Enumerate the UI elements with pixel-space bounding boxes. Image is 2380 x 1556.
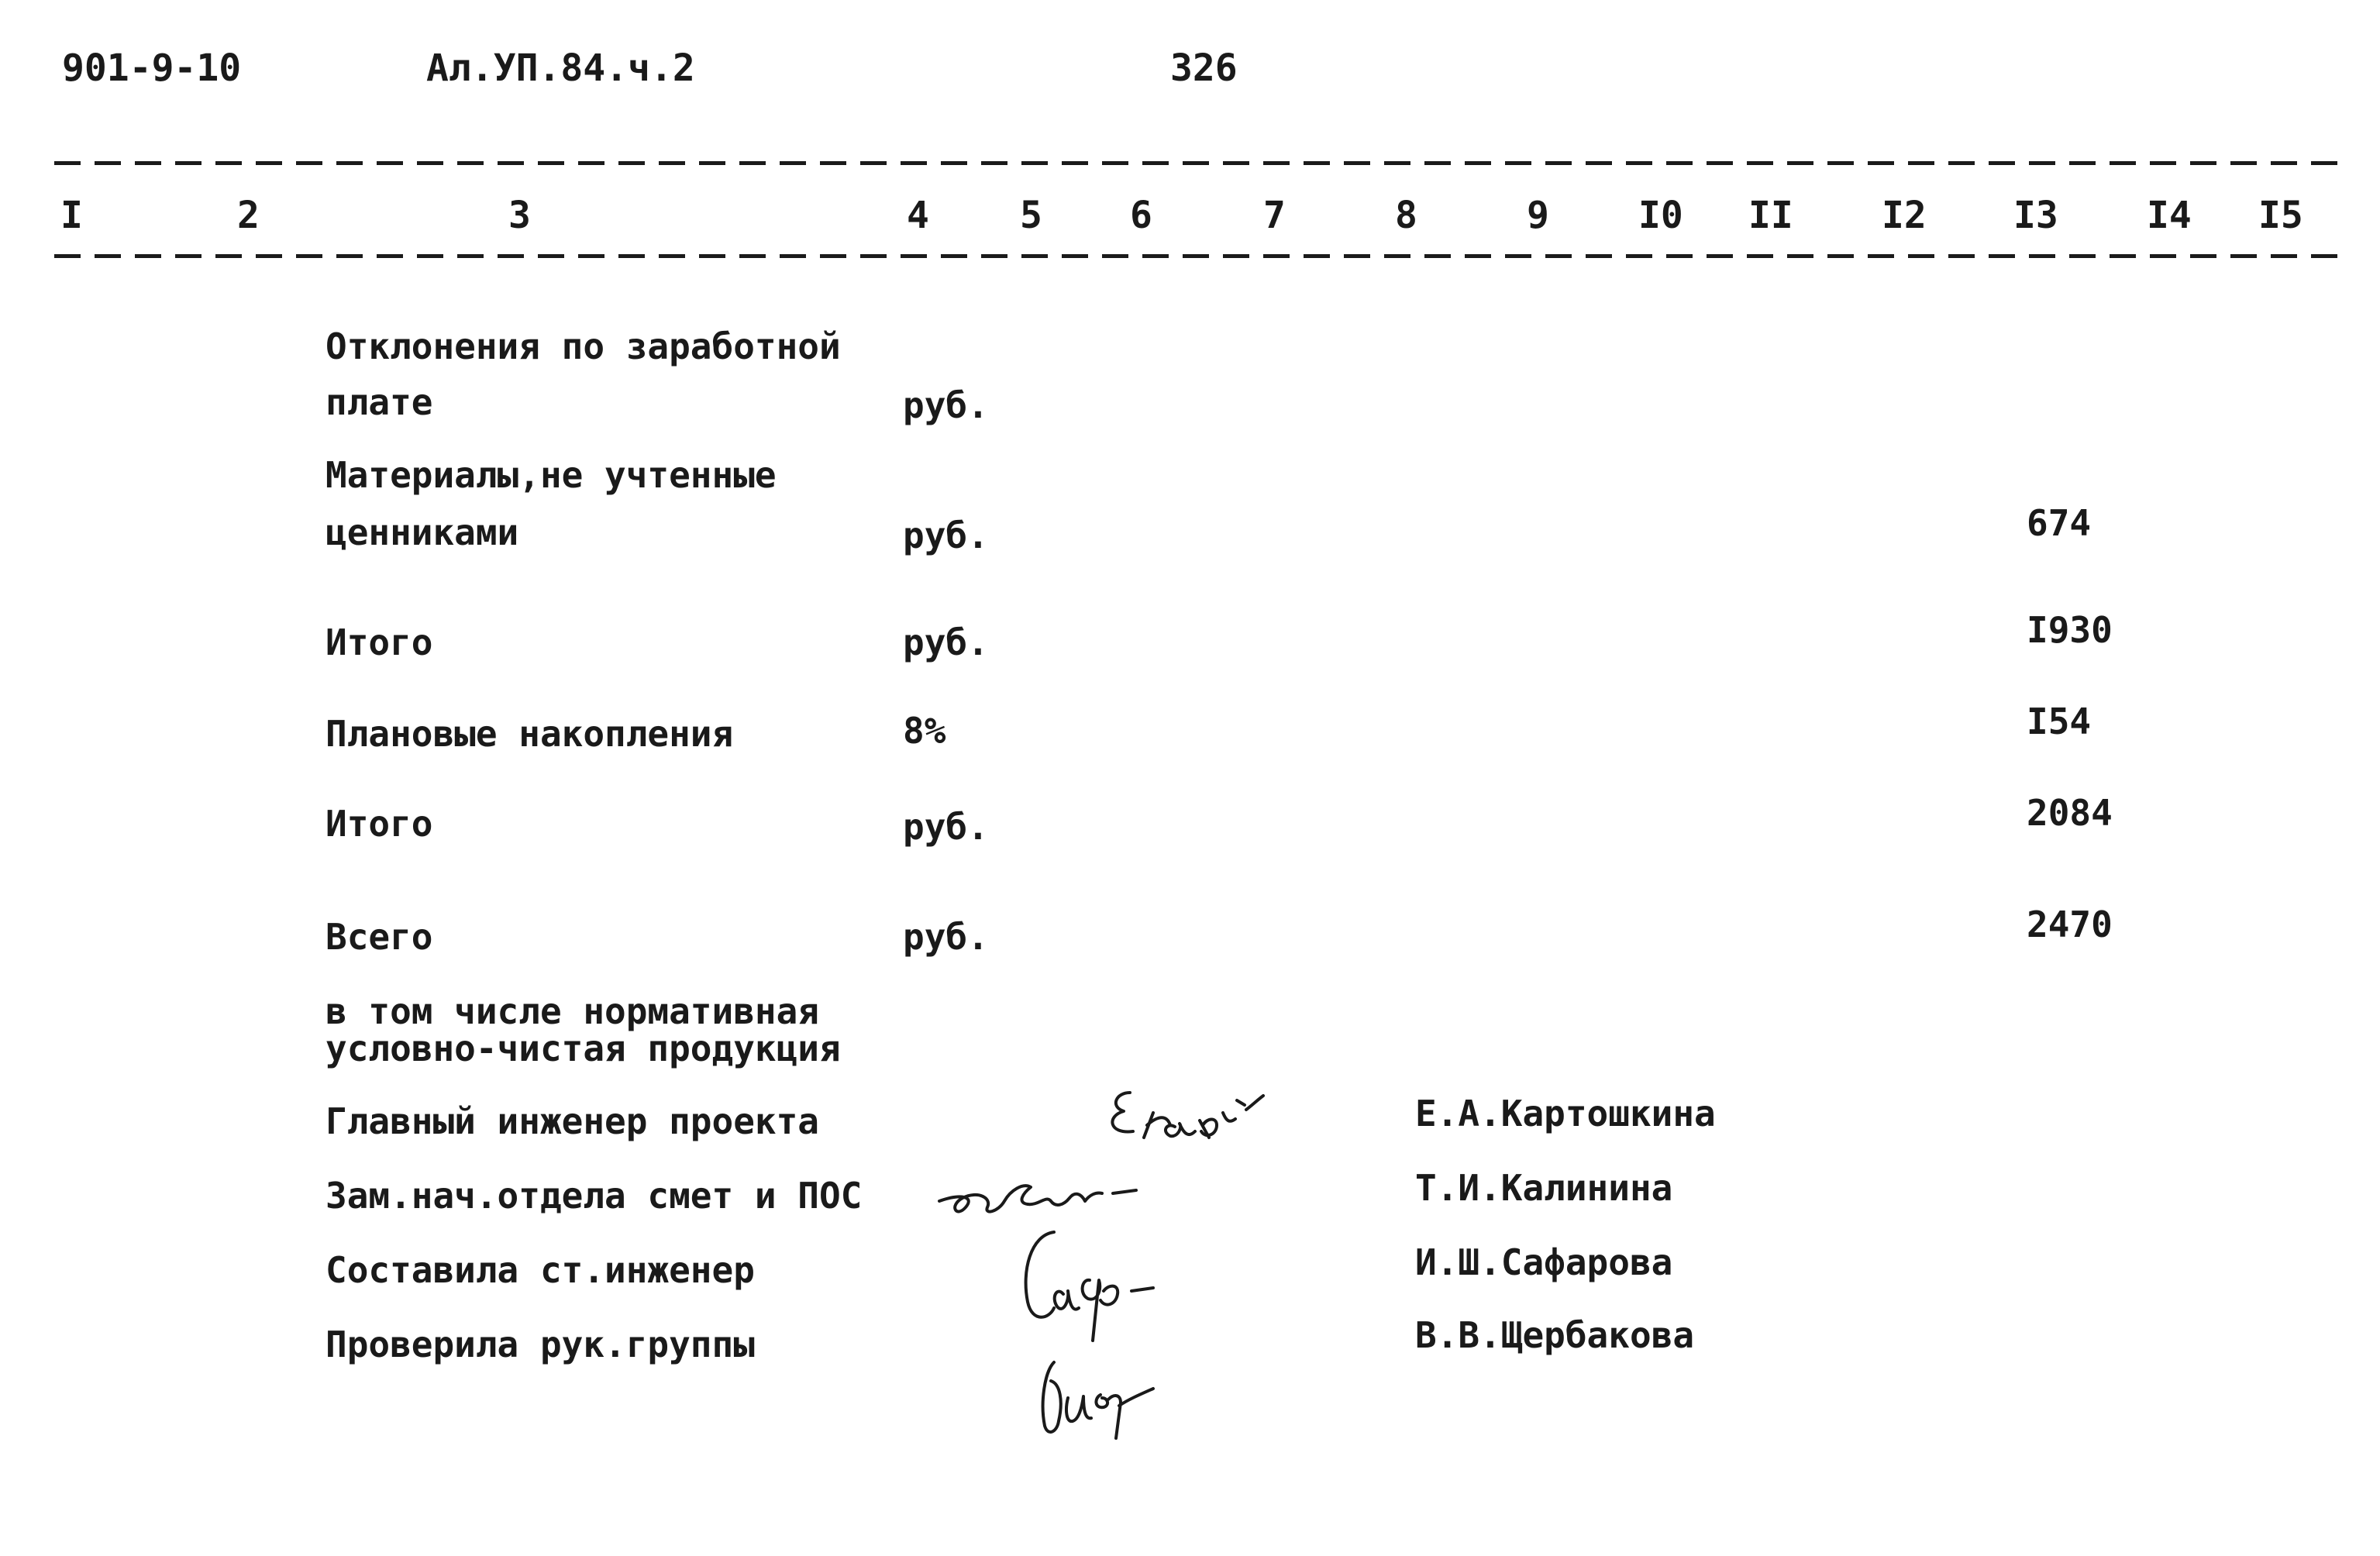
row-value-col13: 2084 (2027, 792, 2113, 834)
row-unit: руб. (903, 621, 989, 663)
signatory-role: Главный инженер проекта (325, 1100, 819, 1142)
row-value-col13: 2470 (2027, 904, 2113, 945)
row-label: Всего (325, 916, 433, 958)
column-number-8: 8 (1395, 194, 1417, 237)
page-number: 326 (1170, 46, 1238, 90)
row-label: Плановые накопления (325, 713, 734, 755)
row-value-col13: 674 (2027, 502, 2092, 544)
signatory-name: И.Ш.Сафарова (1415, 1241, 1673, 1283)
column-number-6: 6 (1130, 194, 1152, 237)
row-unit: руб. (903, 515, 989, 556)
signatory-name: Т.И.Калинина (1415, 1167, 1673, 1209)
row-label: Отклонения по заработной (325, 325, 841, 367)
row-value-col13: I54 (2027, 701, 2092, 742)
row-label: ценниками (325, 511, 519, 553)
row-label: условно-чистая продукция (325, 1028, 841, 1069)
column-number-4: 4 (907, 194, 929, 237)
column-number-7: 7 (1263, 194, 1286, 237)
row-value-col13: I930 (2027, 609, 2113, 651)
row-unit: 8% (903, 710, 946, 752)
column-number-3: 3 (508, 194, 531, 237)
handwritten-signature-1 (1093, 1069, 1310, 1155)
column-number-2: 2 (237, 194, 260, 237)
signatory-role: Составила ст.инженер (325, 1249, 755, 1291)
signatory-role: Зам.нач.отдела смет и ПОС (325, 1175, 863, 1217)
signatory-role: Проверила рук.группы (325, 1324, 755, 1365)
signatory-name: Е.А.Картошкина (1415, 1093, 1716, 1134)
column-number-9: 9 (1527, 194, 1549, 237)
row-unit: руб. (903, 384, 989, 426)
row-unit: руб. (903, 806, 989, 848)
column-number-1: I (60, 194, 83, 237)
row-unit: руб. (903, 916, 989, 958)
column-header-bottom-rule (54, 254, 2340, 258)
row-label: Материалы,не учтенные (325, 454, 777, 496)
column-number-5: 5 (1020, 194, 1042, 237)
document-code: 901-9-10 (62, 46, 242, 90)
column-number-11: II (1748, 194, 1793, 237)
row-label: в том числе нормативная (325, 990, 819, 1032)
row-label: Итого (325, 803, 433, 845)
row-label: Итого (325, 621, 433, 663)
column-number-12: I2 (1882, 194, 1927, 237)
column-header-top-rule (54, 161, 2340, 165)
column-number-14: I4 (2147, 194, 2192, 237)
handwritten-signature-3 (1007, 1217, 1193, 1356)
row-label: плате (325, 381, 433, 423)
signatory-name: В.В.Щербакова (1415, 1314, 1695, 1356)
album-reference: Ал.УП.84.ч.2 (426, 46, 695, 90)
column-number-13: I3 (2013, 194, 2058, 237)
handwritten-signature-2 (930, 1147, 1178, 1224)
column-number-15: I5 (2258, 194, 2303, 237)
handwritten-signature-4 (1023, 1341, 1209, 1449)
column-number-10: I0 (1638, 194, 1683, 237)
